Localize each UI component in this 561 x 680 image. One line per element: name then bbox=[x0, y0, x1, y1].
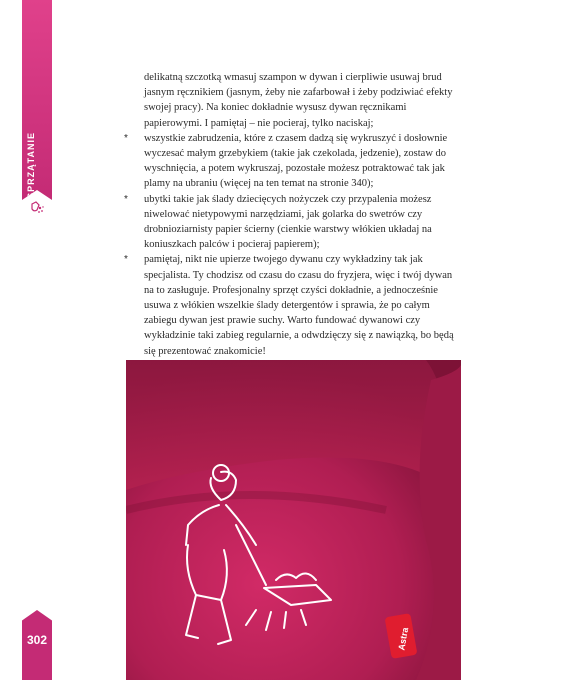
carpet-photo-scene bbox=[126, 360, 461, 680]
article-text bbox=[123, 70, 463, 359]
bullet-list bbox=[123, 131, 463, 359]
bullet-item: * wszystkie zabrudzenia, które z czasem dadzą się wykruszyć i dosłownie wyczesać małym grzebykiem (takie jak czekolada, jedzenie), zostaw do wyschnięcia, a potem wykruszaj, pozostałe możesz potraktować tak jak plamy na ubraniu (więcej na ten temat na stronie 340); bbox=[123, 131, 463, 192]
section-label: SPRZĄTANIE bbox=[26, 132, 36, 199]
intro-paragraph: delikatną szczotką wmasuj szampon w dywan i cierpliwie usuwaj brud jasnym ręcznikiem (jasnym, żeby nie zafarbował i żeby podziwiać efekty swojej pracy). Na koniec dokładnie wysusz dywan ręcznikami papierowymi. I pamiętaj – nie pocieraj, tylko naciskaj; bbox=[144, 72, 453, 129]
page-number: 302 bbox=[26, 633, 48, 647]
carpet-photo bbox=[126, 360, 461, 680]
bullet-item: * ubytki takie jak ślady dziecięcych nożyczek czy przypalenia możesz niwelować nietypowymi narzędziami, jak golarka do swetrów czy drobnioziarnisty papier ścierny (cienkie warstwy włókien układaj na koniuszkach palców i pocieraj papierem); bbox=[123, 192, 463, 253]
brand-tag-text: Astra bbox=[396, 626, 411, 652]
cleaning-spray-icon bbox=[27, 196, 47, 216]
bullet-item: * pamiętaj, nikt nie upierze twojego dywanu czy wykładziny tak jak specjalista. Ty chodzisz od czasu do czasu do fryzjera, więc i twój dywan na to zasługuje. Profesjonalny sprzęt czyści dokładnie, a jednocześnie usuwa z włókien wszelkie ślady detergentów i sprawia, że po całym zabiegu dywan jest prawie suchy. Warto fundować dywanowi czy wykładzinie taki zabieg regularnie, a odwdzięczy się z nawiązką, bo będą się prezentować znakomicie! bbox=[123, 252, 463, 358]
